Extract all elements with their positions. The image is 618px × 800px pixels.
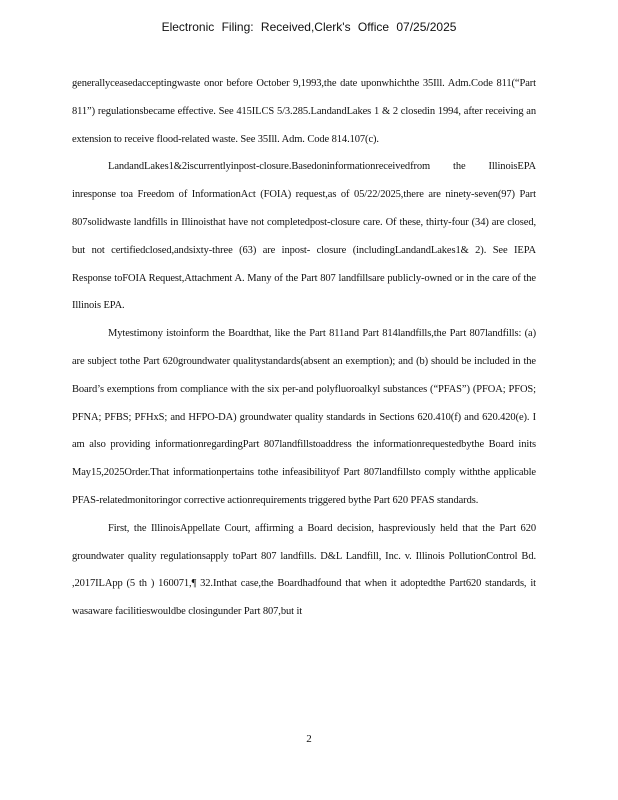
paragraph-3: Mytestimony istoinform the Boardthat, like the Part 811and Part 814landfills,the Part 807landfills: (a) are subject tothe Part 620groundwater qualitystandards(absent an exemption); and (b) should be included in the Board’s exemptions from compliance with the six per-and polyfluoroalkyl substances (“PFAS”) (PFOA; PFOS; PFNA; PFBS; PFHxS; and HFPO-DA) groundwater quality standards in Sections 620.410(f) and 620.420(e). I am also providing informationregardingPart 807landfillstoaddress the informationrequestedbythe Board inits May15,2025Order.That informationpertains tothe infeasibilityof Part 807landfillsto comply withthe applicable PFAS-relatedmonitoringor corrective actionrequirements triggered bythe Part 620 PFAS standards.	[72, 328, 536, 506]
page-number: 2	[306, 733, 312, 745]
paragraph-1: generallyceasedacceptingwaste onor before October 9,1993,the date uponwhichthe 35Ill. Adm.Code 811(“Part 811”) regulationsbecame effective. See 415ILCS 5/3.285.LandandLakes 1 & 2 closedin 1994, after receiving an extension to receive flood-related waste. See 35Ill. Adm. Code 814.107(c).	[72, 78, 536, 145]
document-body	[72, 70, 536, 626]
paragraph-2: LandandLakes1&2iscurrentlyinpost-closure.Basedoninformationreceivedfrom the IllinoisEPA inresponse toa Freedom of InformationAct (FOIA) request,as of 05/22/2025,there are ninety-seven(97) Part 807solidwaste landfills in Illinoisthat have not completedpost-closure care. Of these, thirty-four (34) are closed, but not certifiedclosed,andsixty-three (63) are inpost- closure (includingLandandLakes1& 2). See IEPA Response toFOIA Request,Attachment A. Many of the Part 807 landfillsare publicly-owned or in the care of the Illinois EPA.	[72, 161, 536, 312]
electronic-filing-header: Electronic Filing: Received,Clerk's Office 07/25/2025	[161, 20, 457, 34]
paragraph-4: First, the IllinoisAppellate Court, affirming a Board decision, haspreviously held that the Part 620 groundwater quality regulationsapply toPart 807 landfills. D&L Landfill, Inc. v. Illinois PollutionControl Bd. ,2017ILApp (5 th ) 160071,¶ 32.Inthat case,the Boardhadfound that when it adoptedthe Part620 standards, it wasaware facilitieswouldbe closingunder Part 807,but it	[72, 522, 536, 618]
